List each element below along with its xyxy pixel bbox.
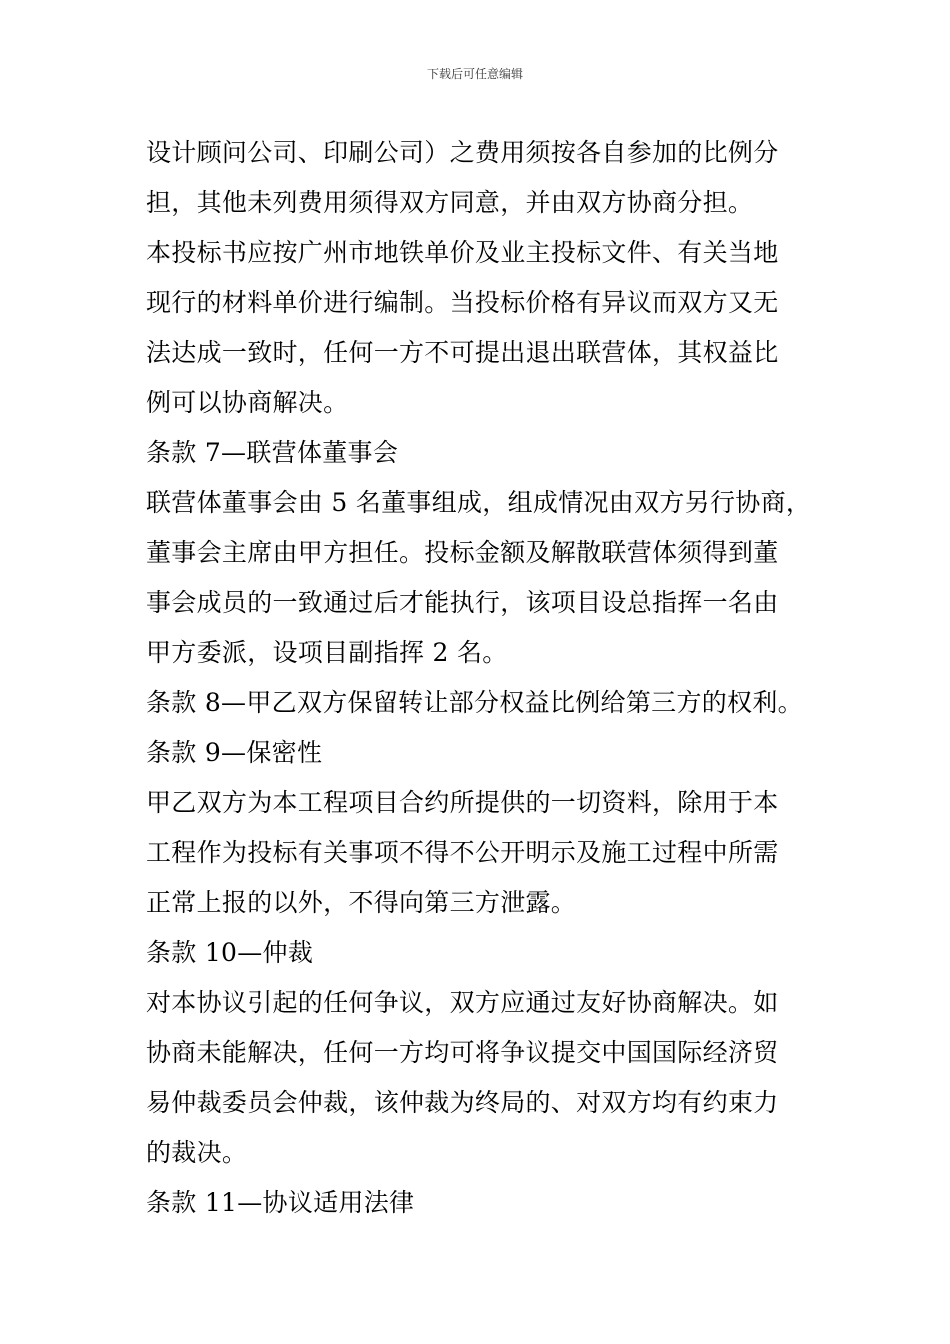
clause-heading: 条款 9—保密性	[146, 738, 323, 767]
text-line: 协商未能解决，任何一方均可将争议提交中国国际经济贸	[146, 1038, 779, 1067]
text-line: 法达成一致时，任何一方不可提出退出联营体，其权益比	[146, 338, 779, 367]
text-line: 的裁决。	[146, 1138, 248, 1167]
text-line: 易仲裁委员会仲裁，该仲裁为终局的、对双方均有约束力	[146, 1088, 779, 1117]
text-line: 本投标书应按广州市地铁单价及业主投标文件、有关当地	[146, 238, 779, 267]
text-line: 联营体董事会由 5 名董事组成，组成情况由双方另行协商，	[146, 488, 812, 517]
clause-heading: 条款 11—协议适用法律	[146, 1188, 415, 1217]
text-line: 董事会主席由甲方担任。投标金额及解散联营体须得到董	[146, 538, 779, 567]
text-line: 对本协议引起的任何争议，双方应通过友好协商解决。如	[146, 988, 779, 1017]
text-line: 现行的材料单价进行编制。当投标价格有异议而双方又无	[146, 288, 779, 317]
text-line: 工程作为投标有关事项不得不公开明示及施工过程中所需	[146, 838, 779, 867]
text-line: 甲方委派，设项目副指挥 2 名。	[146, 638, 508, 667]
text-line: 事会成员的一致通过后才能执行，该项目设总指挥一名由	[146, 588, 779, 617]
clause-heading: 条款 7—联营体董事会	[146, 438, 399, 467]
text-line: 例可以协商解决。	[146, 388, 349, 417]
text-line: 正常上报的以外，不得向第三方泄露。	[146, 888, 577, 917]
clause-heading: 条款 10—仲裁	[146, 938, 314, 967]
document-body	[146, 128, 846, 1228]
text-line: 设计顾问公司、印刷公司）之费用须按各自参加的比例分	[146, 138, 779, 167]
text-line: 担，其他未列费用须得双方同意，并由双方协商分担。	[146, 188, 754, 217]
page-header: 下载后可任意编辑	[426, 67, 523, 81]
clause-heading: 条款 8—甲乙双方保留转让部分权益比例给第三方的权利。	[146, 688, 803, 717]
text-line: 甲乙双方为本工程项目合约所提供的一切资料，除用于本	[146, 788, 779, 817]
